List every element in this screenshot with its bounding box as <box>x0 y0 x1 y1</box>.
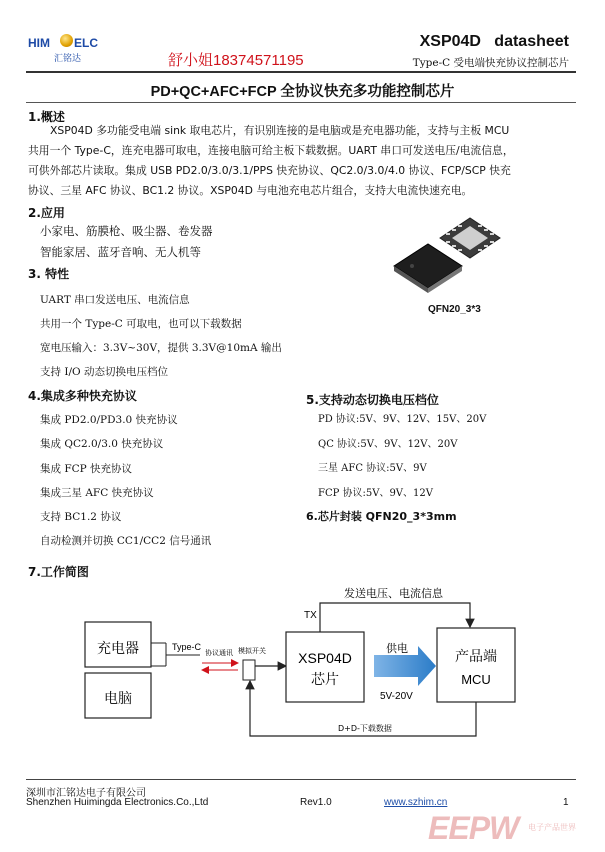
sec2-line: 智能家居、蓝牙音响、无人机等 <box>40 245 201 259</box>
sec2-heading: 2.应用 <box>28 206 65 220</box>
power-label: 供电 <box>386 642 408 655</box>
product-label-1: 产品端 <box>455 649 497 665</box>
sec4-item: 集成 PD2.0/PD3.0 快充协议 <box>40 414 178 426</box>
protocol-comm-label: 协议通讯 <box>205 649 233 657</box>
sec1-line: XSP04D 多功能受电端 sink 取电芯片，有识别连接的是电脑或是充电器功能，支持与主板 MCU <box>50 124 510 137</box>
work-diagram <box>0 570 605 750</box>
sec1-line: 可供外部芯片读取。集成 USB PD2.0/3.0/3.1/PPS 快充协议、QC2.0/3.0/4.0 协议、FCP/SCP 快充 <box>28 164 511 177</box>
chip-label-2: 芯片 <box>311 672 339 688</box>
sec4-item: 支持 BC1.2 协议 <box>40 511 122 524</box>
main-title: PD+QC+AFC+FCP 全协议快充多功能控制芯片 <box>150 84 455 100</box>
website-link[interactable]: www.szhim.cn <box>384 797 448 808</box>
tx-label: TX <box>304 610 317 621</box>
doc-subtitle: Type-C 受电端快充协议控制芯片 <box>412 57 569 69</box>
sec3-list <box>40 288 282 384</box>
sec4-item: 集成 FCP 快充协议 <box>40 462 133 475</box>
sec4-item: 集成三星 AFC 快充协议 <box>40 486 154 499</box>
sec5-item: 三星 AFC 协议:5V、9V <box>318 463 427 474</box>
sec5-heading: 5.支持动态切换电压档位 <box>306 393 439 407</box>
company-logo <box>28 30 108 66</box>
sec2-body <box>40 221 213 263</box>
sec5-item: PD 协议:5V、9V、12V、15V、20V <box>318 414 487 425</box>
contact-text: 舒小姐18374571195 <box>168 52 304 69</box>
sec4-list <box>40 408 211 554</box>
chip-package-image <box>388 214 510 298</box>
sec1-line: 共用一个 Type-C，连充电器可取电，连接电脑可给主板下载数据。UART 串口可发送电压/电流信息， <box>28 144 514 157</box>
sec3-item: 支持 I/O 动态切换电压档位 <box>40 366 168 378</box>
chip-box <box>286 632 364 702</box>
sec1-heading: 1.概述 <box>28 110 65 124</box>
sec5-list <box>318 408 486 506</box>
watermark-logo: EEPW <box>428 810 519 846</box>
send-info-label: 发送电压、电流信息 <box>344 587 443 600</box>
sec4-item: 自动检测并切换 CC1/CC2 信号通讯 <box>40 535 212 548</box>
header-rule <box>26 71 576 73</box>
logo-him: HIM <box>28 36 50 50</box>
computer-label: 电脑 <box>104 691 132 707</box>
sec3-item: 共用一个 Type-C 可取电，也可以下载数据 <box>40 318 242 330</box>
sec3-item: 宽电压输入：3.3V~30V，提供 3.3V@10mA 输出 <box>40 342 282 354</box>
page-number: 1 <box>563 797 569 808</box>
sec3-heading: 3. 特性 <box>28 267 70 281</box>
download-label: D+D-下载数据 <box>338 724 392 733</box>
sec1-line: 协议、三星 AFC 协议、BC1.2 协议。XSP04D 与电池充电芯片组合，支持大电流快速充电。 <box>28 184 473 197</box>
chip-label-1: XSP04D <box>298 650 352 666</box>
product-label-2: MCU <box>461 672 491 687</box>
logo-globe-icon <box>60 34 73 47</box>
sec3-item: UART 串口发送电压、电流信息 <box>40 294 190 306</box>
voltage-range-label: 5V-20V <box>380 691 413 702</box>
title-rule <box>26 102 576 103</box>
package-label: QFN20_3*3 <box>428 304 481 315</box>
sec1-body <box>28 121 580 201</box>
logo-elc: ELC <box>74 36 98 50</box>
logo-cn: 汇铭达 <box>54 54 82 64</box>
footer-rule <box>26 779 576 780</box>
company-cn: 深圳市汇铭达电子有限公司 <box>26 788 146 799</box>
product-box <box>437 628 515 702</box>
sec4-heading: 4.集成多种快充协议 <box>28 389 137 403</box>
charger-label: 充电器 <box>97 641 139 657</box>
sec7-heading: 7.工作简图 <box>28 565 89 579</box>
sec4-item: 集成 QC2.0/3.0 快充协议 <box>40 438 164 451</box>
sec6-heading: 6.芯片封装 QFN20_3*3mm <box>306 510 457 523</box>
revision: Rev1.0 <box>300 797 332 808</box>
watermark-cn: 电子产品世界 <box>528 823 576 832</box>
analog-switch-box <box>243 660 255 680</box>
sec5-item: FCP 协议:5V、9V、12V <box>318 487 433 499</box>
doc-title: XSP04D datasheet <box>419 33 569 50</box>
company-en: Shenzhen Huimingda Electronics.Co.,Ltd <box>26 797 209 808</box>
analog-switch-label: 模拟开关 <box>238 647 266 655</box>
sec2-line: 小家电、筋膜枪、吸尘器、卷发器 <box>40 224 213 238</box>
sec5-item: QC 协议:5V、9V、12V、20V <box>318 438 458 450</box>
typec-label: Type-C <box>172 642 202 652</box>
